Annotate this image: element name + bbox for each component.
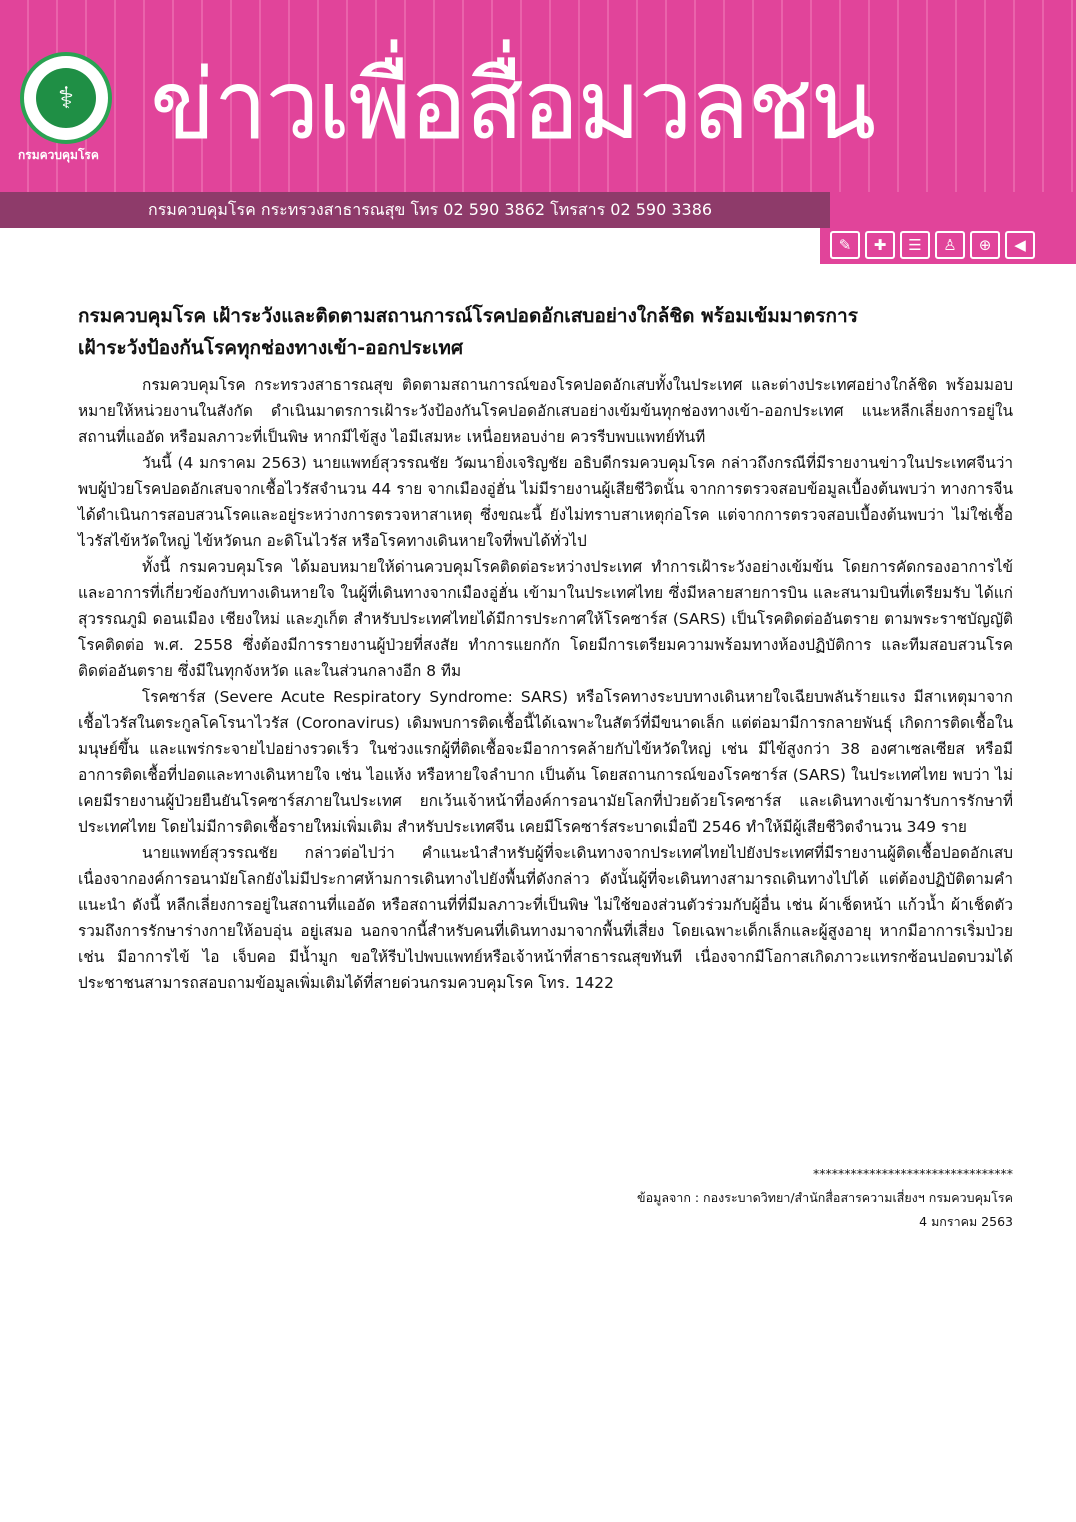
title-line-1: กรมควบคุมโรค เฝ้าระวังและติดตามสถานการณ์โรคปอดอักเสบอย่างใกล้ชิด พร้อมเข้มมาตรการ	[78, 305, 858, 327]
doctor-icon: ♙	[935, 231, 965, 259]
contact-bar	[0, 192, 830, 228]
separator-stars: ********************************	[813, 1166, 1013, 1181]
paragraph-1: กรมควบคุมโรค กระทรวงสาธารณสุข ติดตามสถานการณ์ของโรคปอดอักเสบทั้งในประเทศ และต่างประเทศอย่างใกล้ชิด พร้อมมอบหมายให้หน่วยงานในสังกัด ดำเนินมาตรการเฝ้าระวังป้องกันโรคปอดอักเสบอย่างเข้มข้นทุกช่องทางเข้า-ออกประเทศ แนะหลีกเลี่ยงการอยู่ในสถานที่แออัด หรือมลภาวะที่เป็นพิษ หากมีไข้สูง ไอมีเสมหะ เหนื่อยหอบง่าย ควรรีบพบแพทย์ทันที	[78, 376, 1013, 446]
caduceus-icon: ⚕	[36, 68, 96, 128]
paragraph-2: วันนี้ (4 มกราคม 2563) นายแพทย์สุวรรณชัย วัฒนายิ่งเจริญชัย อธิบดีกรมควบคุมโรค กล่าวถึงกรณีที่มีรายงานข่าวในประเทศจีนว่า พบผู้ป่วยโรคปอดอักเสบจากเชื้อไวรัสจำนวน 44 ราย จากเมืองอู่ฮั่น ไม่มีรายงานผู้เสียชีวิตนั้น จากการตรวจสอบข้อมูลเบื้องต้นพบว่า ทางการจีนได้ดำเนินการสอบสวนโรคและอยู่ระหว่างการตรวจหาสาเหตุ ซึ่งขณะนี้ ยังไม่ทราบสาเหตุก่อโรค แต่จากการตรวจสอบเบื้องต้นพบว่า ไม่ใช่เชื้อไวรัสไข้หวัดใหญ่ ไข้หวัดนก อะดิโนไวรัส หรือโรคทางเดินหายใจที่พบได้ทั่วไป	[78, 454, 1013, 550]
header-icons	[830, 231, 1035, 259]
syringe-icon: ✎	[830, 231, 860, 259]
article-footer	[500, 1162, 1013, 1234]
contact-info: กรมควบคุมโรค กระทรวงสาธารณสุข โทร 02 590 3862 โทรสาร 02 590 3386	[148, 200, 713, 219]
source-credit: ข้อมูลจาก : กองระบาดวิทยา/สำนักสื่อสารความเสี่ยงฯ กรมควบคุมโรค	[637, 1190, 1013, 1205]
article-title	[78, 300, 1013, 364]
paragraph-5: นายแพทย์สุวรรณชัย กล่าวต่อไปว่า คำแนะนำสำหรับผู้ที่จะเดินทางจากประเทศไทยไปยังประเทศที่มีรายงานผู้ติดเชื้อปอดอักเสบ เนื่องจากองค์การอนามัยโลกยังไม่มีประกาศห้ามการเดินทางไปยังพื้นที่ดังกล่าว ดังนั้นผู้ที่จะเดินทางสามารถเดินทางไปได้ แต่ต้องปฏิบัติตามคำแนะนำ ดังนี้ หลีกเลี่ยงการอยู่ในสถานที่แออัด หรือสถานที่ที่มีมลภาวะที่เป็นพิษ ไม่ใช้ของส่วนตัวร่วมกับผู้อื่น เช่น ผ้าเช็ดหน้า แก้วน้ำ ผ้าเช็ดตัว รวมถึงการรักษาร่างกายให้อบอุ่น อยู่เสมอ นอกจากนี้สำหรับคนที่เดินทางมาจากพื้นที่เสี่ยง โดยเฉพาะเด็กเล็กและผู้สูงอายุ หากมีอาการเริ่มป่วย เช่น มีอาการไข้ ไอ เจ็บคอ มีน้ำมูก ขอให้รีบไปพบแพทย์หรือเจ้าหน้าที่สาธารณสุขทันที เนื่องจากมีโอกาสเกิดภาวะแทรกซ้อนปอดบวมได้ ประชาชนสามารถสอบถามข้อมูลเพิ่มเติมได้ที่สายด่วนกรมควบคุมโรค โทร. 1422	[78, 844, 1013, 992]
header-banner	[0, 0, 1076, 192]
cross-icon: ✚	[865, 231, 895, 259]
first-aid-icon: ⊕	[970, 231, 1000, 259]
title-line-2: เฝ้าระวังป้องกันโรคทุกช่องทางเข้า-ออกประเทศ	[78, 337, 464, 359]
megaphone-icon: ◀	[1005, 231, 1035, 259]
article-body	[78, 372, 1013, 996]
publish-date: 4 มกราคม 2563	[919, 1214, 1013, 1229]
paragraph-3: ทั้งนี้ กรมควบคุมโรค ได้มอบหมายให้ด่านควบคุมโรคติดต่อระหว่างประเทศ ทำการเฝ้าระวังอย่างเข้มข้น โดยการคัดกรองอาการไข้ และอาการที่เกี่ยวข้องกับทางเดินหายใจ ในผู้ที่เดินทางจากเมืองอู่ฮั่น เข้ามาในประเทศไทย ซึ่งมีหลายสายการบิน และสนามบินที่เตรียมรับ ได้แก่ สุวรรณภูมิ ดอนเมือง เชียงใหม่ และภูเก็ต สำหรับประเทศไทยได้มีการประกาศให้โรคซาร์ส (SARS) เป็นโรคติดต่ออันตราย ตามพระราชบัญญัติโรคติดต่อ พ.ศ. 2558 ซึ่งต้องมีการรายงานผู้ป่วยที่สงสัย ทำการแยกกัก โดยมีการเตรียมความพร้อมทางห้องปฏิบัติการ และทีมสอบสวนโรคติดต่ออันตราย ซึ่งมีในทุกจังหวัด และในส่วนกลางอีก 8 ทีม	[78, 558, 1013, 680]
logo-label: กรมควบคุมโรค	[18, 148, 99, 162]
clipboard-icon: ☰	[900, 231, 930, 259]
paragraph-4: โรคซาร์ส (Severe Acute Respiratory Syndrome: SARS) หรือโรคทางระบบทางเดินหายใจเฉียบพลันร้ายแรง มีสาเหตุมาจากเชื้อไวรัสในตระกูลโคโรนาไวรัส (Coronavirus) เดิมพบการติดเชื้อนี้ได้เฉพาะในสัตว์ที่มีขนาดเล็ก แต่ต่อมามีการกลายพันธุ์ เกิดการติดเชื้อในมนุษย์ขึ้น และแพร่กระจายไปอย่างรวดเร็ว ในช่วงแรกผู้ที่ติดเชื้อจะมีอาการคล้ายกับไข้หวัดใหญ่ เช่น มีไข้สูงกว่า 38 องศาเซลเซียส หรือมีอาการติดเชื้อที่ปอดและทางเดินหายใจ เช่น ไอแห้ง หรือหายใจลำบาก เป็นต้น โดยสถานการณ์ของโรคซาร์ส (SARS) ในประเทศไทย พบว่า ไม่เคยมีรายงานผู้ป่วยยืนยันโรคซาร์สภายในประเทศ ยกเว้นเจ้าหน้าที่องค์การอนามัยโลกที่ป่วยด้วยโรคซาร์ส และเดินทางเข้ามารับการรักษาที่ประเทศไทย โดยไม่มีการติดเชื้อรายใหม่เพิ่มเติม สำหรับประเทศจีน เคยมีโรคซาร์สระบาดเมื่อปี 2546 ทำให้มีผู้เสียชีวิตจำนวน 349 ราย	[78, 688, 1013, 836]
ministry-logo-icon	[20, 52, 112, 144]
banner-title: ข่าวเพื่อสื่อมวลชน	[150, 49, 875, 161]
